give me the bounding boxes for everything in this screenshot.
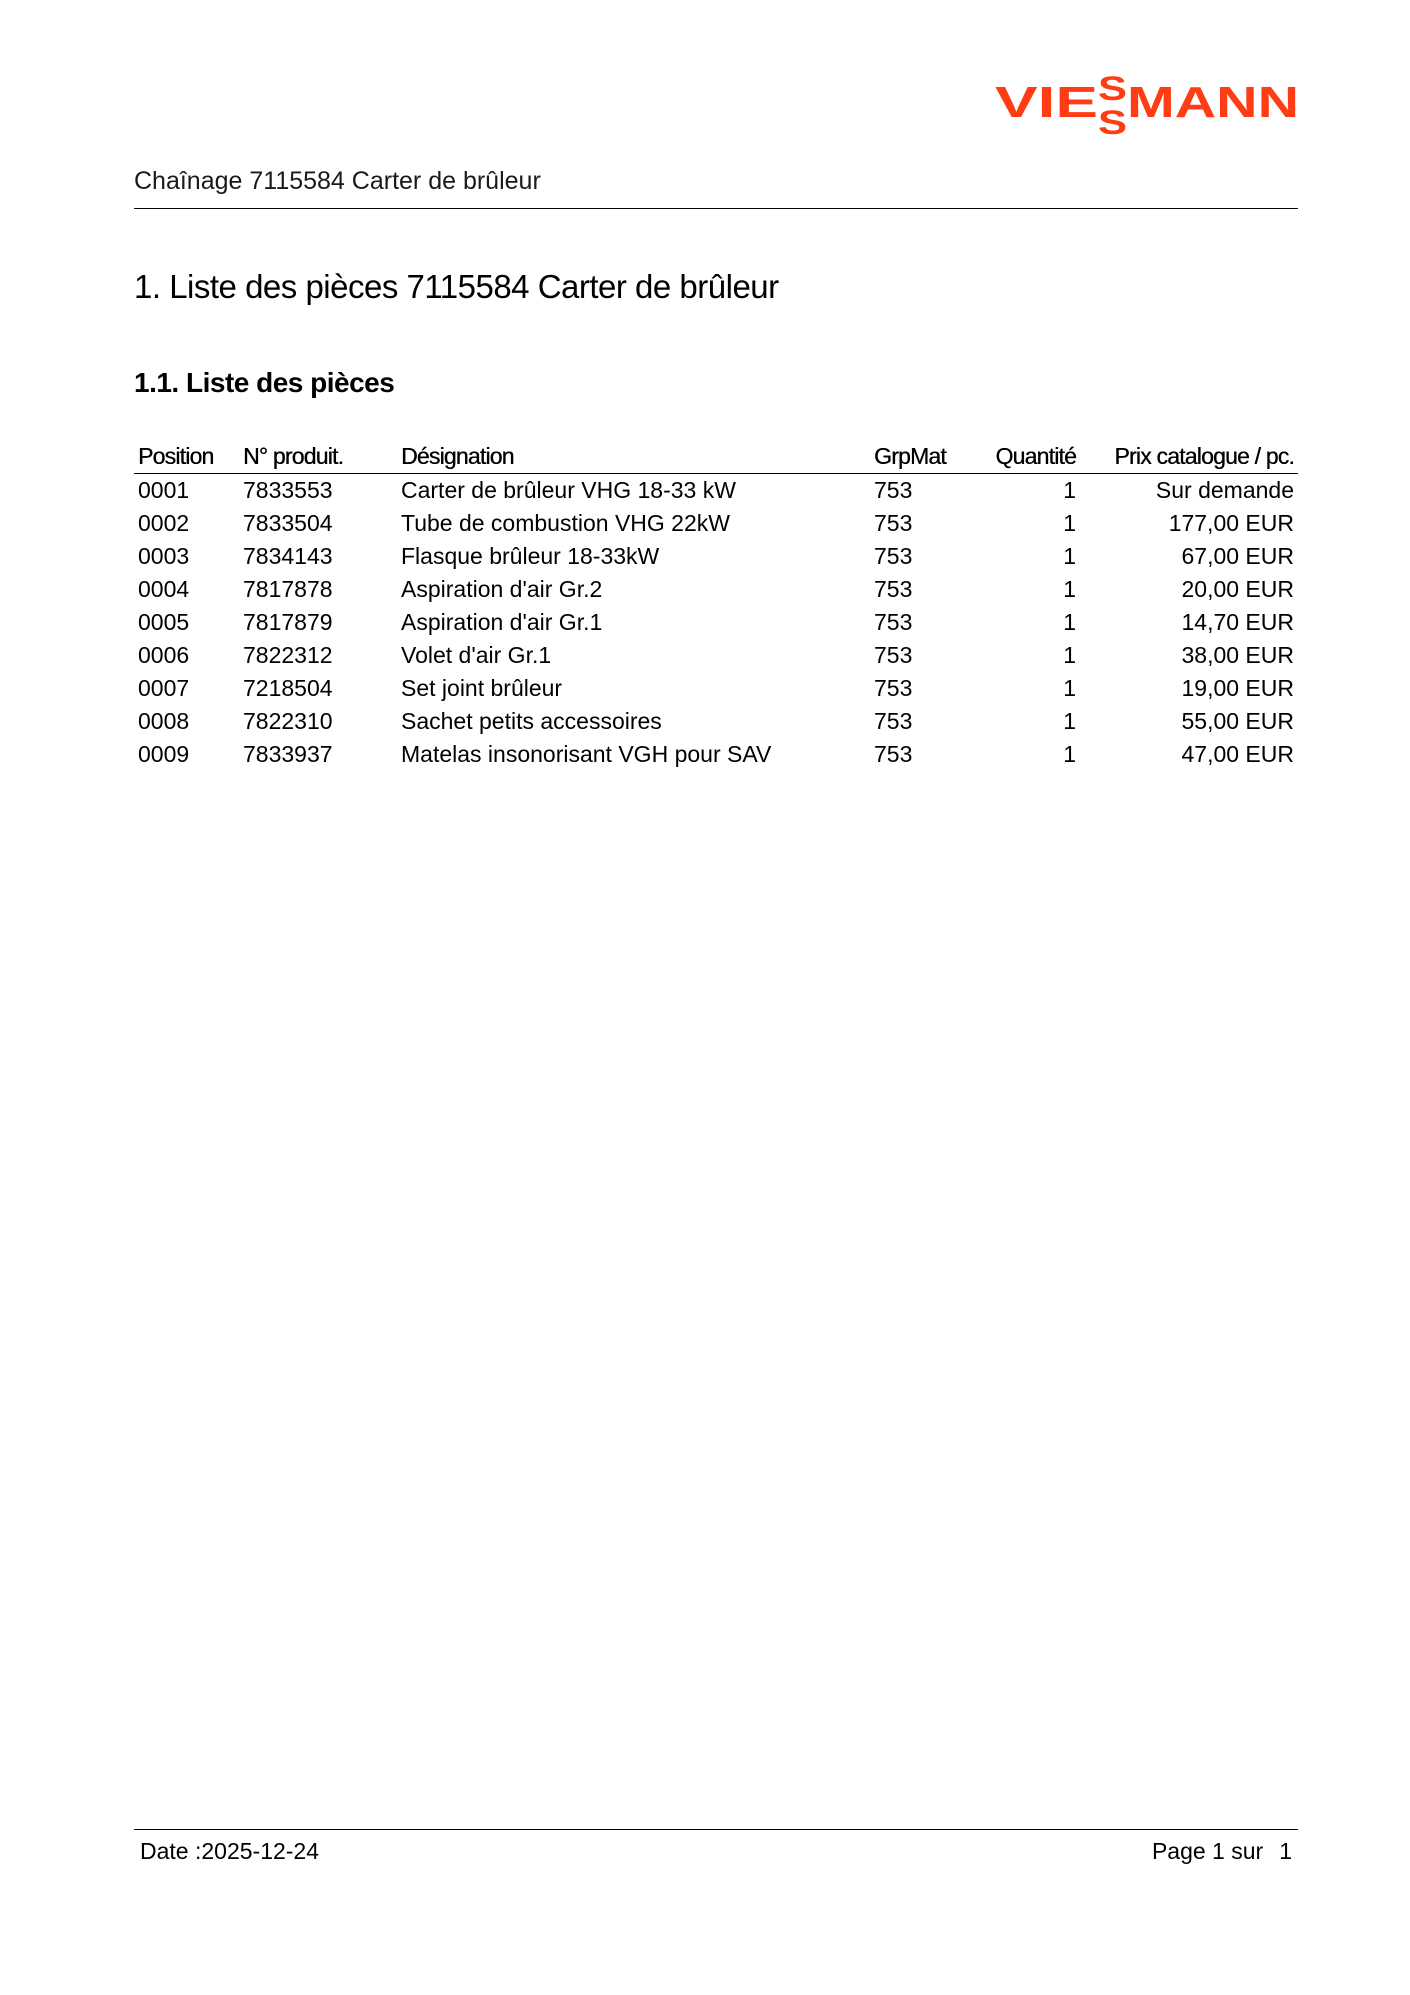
cell-material-group: 753 bbox=[874, 576, 913, 602]
footer-page-indicator bbox=[1152, 1838, 1292, 1865]
document-title: Chaînage 7115584 Carter de brûleur bbox=[134, 167, 541, 195]
cell-position: 0008 bbox=[138, 708, 190, 734]
table-header-row bbox=[134, 440, 1298, 474]
cell-product-number: 7822310 bbox=[243, 708, 333, 734]
cell-material-group: 753 bbox=[874, 675, 913, 701]
table-body bbox=[134, 474, 1298, 772]
cell-material-group: 753 bbox=[874, 477, 913, 503]
cell-quantity: 1 bbox=[1063, 708, 1076, 734]
table-row bbox=[134, 573, 1298, 606]
cell-material-group: 753 bbox=[874, 543, 913, 569]
cell-position: 0002 bbox=[138, 510, 190, 536]
table-row bbox=[134, 705, 1298, 738]
cell-designation: Aspiration d'air Gr.1 bbox=[401, 609, 603, 635]
cell-material-group: 753 bbox=[874, 642, 913, 668]
cell-position: 0004 bbox=[138, 576, 190, 602]
cell-quantity: 1 bbox=[1063, 477, 1076, 503]
column-header-designation: Désignation bbox=[397, 440, 870, 474]
cell-catalogue-price: 67,00 EUR bbox=[1181, 543, 1294, 569]
footer-page-label: Page 1 sur bbox=[1151, 1838, 1264, 1864]
cell-product-number: 7822312 bbox=[243, 642, 333, 668]
table-row bbox=[134, 540, 1298, 573]
cell-catalogue-price: 177,00 EUR bbox=[1168, 510, 1294, 536]
column-header-position: Position bbox=[134, 440, 239, 474]
cell-product-number: 7834143 bbox=[243, 543, 333, 569]
cell-designation: Carter de brûleur VHG 18-33 kW bbox=[401, 477, 736, 503]
cell-position: 0009 bbox=[138, 741, 190, 767]
cell-position: 0006 bbox=[138, 642, 190, 668]
cell-product-number: 7817878 bbox=[243, 576, 333, 602]
cell-material-group: 753 bbox=[874, 708, 913, 734]
cell-catalogue-price: 38,00 EUR bbox=[1181, 642, 1294, 668]
logo-text-left: VIE bbox=[995, 78, 1098, 127]
cell-designation: Sachet petits accessoires bbox=[401, 708, 662, 734]
cell-catalogue-price: 47,00 EUR bbox=[1181, 741, 1294, 767]
cell-designation: Flasque brûleur 18-33kW bbox=[401, 543, 660, 569]
cell-quantity: 1 bbox=[1063, 576, 1076, 602]
section-heading: 1. Liste des pièces 7115584 Carter de brûleur bbox=[134, 268, 779, 305]
cell-product-number: 7833937 bbox=[243, 741, 333, 767]
table-row bbox=[134, 639, 1298, 672]
cell-product-number: 7833553 bbox=[243, 477, 333, 503]
cell-quantity: 1 bbox=[1063, 543, 1076, 569]
document-header bbox=[134, 160, 1298, 209]
cell-quantity: 1 bbox=[1063, 609, 1076, 635]
table-row bbox=[134, 507, 1298, 540]
cell-position: 0001 bbox=[138, 477, 190, 503]
cell-quantity: 1 bbox=[1063, 675, 1076, 701]
footer-page-total: 1 bbox=[1279, 1838, 1292, 1864]
document-footer bbox=[134, 1829, 1298, 1864]
cell-designation: Aspiration d'air Gr.2 bbox=[401, 576, 603, 602]
table-row bbox=[134, 606, 1298, 639]
column-header-catalogue-price: Prix catalogue / pc. bbox=[1080, 440, 1298, 474]
logo-s-top: S bbox=[1098, 70, 1127, 108]
cell-catalogue-price: 14,70 EUR bbox=[1181, 609, 1294, 635]
table-row bbox=[134, 474, 1298, 508]
cell-quantity: 1 bbox=[1063, 510, 1076, 536]
cell-product-number: 7833504 bbox=[243, 510, 333, 536]
cell-position: 0007 bbox=[138, 675, 190, 701]
cell-material-group: 753 bbox=[874, 609, 913, 635]
cell-designation: Volet d'air Gr.1 bbox=[401, 642, 552, 668]
cell-catalogue-price: 19,00 EUR bbox=[1181, 675, 1294, 701]
cell-designation: Set joint brûleur bbox=[401, 675, 563, 701]
footer-date: Date :2025-12-24 bbox=[140, 1838, 320, 1864]
cell-catalogue-price: Sur demande bbox=[1155, 477, 1294, 503]
table-row bbox=[134, 672, 1298, 705]
column-header-quantity: Quantité bbox=[980, 440, 1080, 474]
table-row bbox=[134, 738, 1298, 771]
cell-designation: Matelas insonorisant VGH pour SAV bbox=[401, 741, 772, 767]
cell-material-group: 753 bbox=[874, 510, 913, 536]
column-header-material-group: GrpMat bbox=[870, 440, 980, 474]
cell-product-number: 7817879 bbox=[243, 609, 333, 635]
cell-catalogue-price: 55,00 EUR bbox=[1181, 708, 1294, 734]
viessmann-logo bbox=[995, 66, 1300, 140]
cell-catalogue-price: 20,00 EUR bbox=[1181, 576, 1294, 602]
viessmann-logo-graphic bbox=[995, 66, 1300, 140]
parts-table bbox=[134, 440, 1298, 771]
cell-product-number: 7218504 bbox=[243, 675, 333, 701]
cell-position: 0003 bbox=[138, 543, 190, 569]
subsection-heading: 1.1. Liste des pièces bbox=[134, 367, 395, 398]
cell-material-group: 753 bbox=[874, 741, 913, 767]
logo-text-right: MANN bbox=[1127, 78, 1299, 127]
cell-quantity: 1 bbox=[1063, 741, 1076, 767]
cell-position: 0005 bbox=[138, 609, 190, 635]
cell-designation: Tube de combustion VHG 22kW bbox=[401, 510, 730, 536]
column-header-product-number: N° produit. bbox=[239, 440, 397, 474]
cell-quantity: 1 bbox=[1063, 642, 1076, 668]
logo-s-bottom: S bbox=[1098, 104, 1127, 140]
